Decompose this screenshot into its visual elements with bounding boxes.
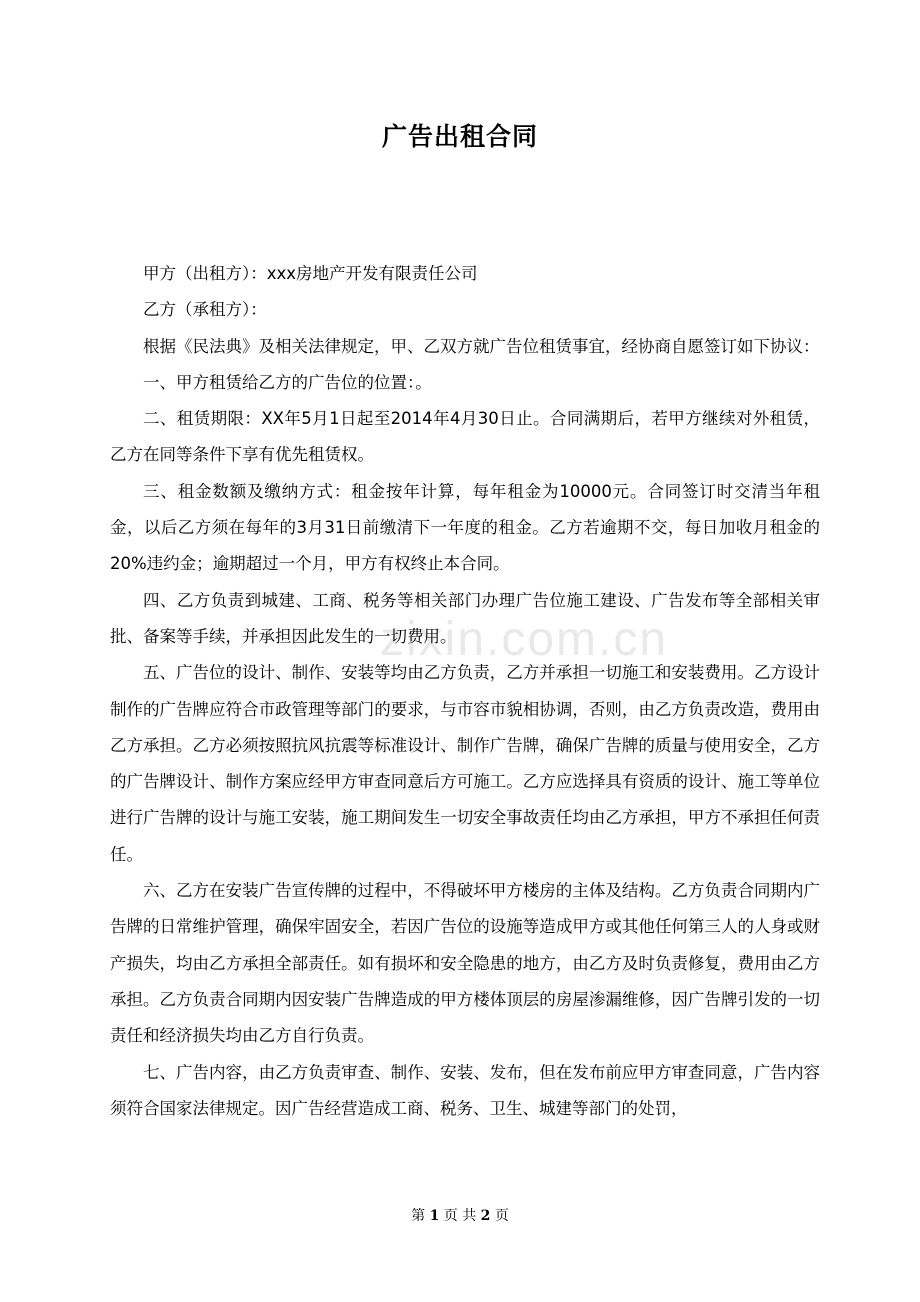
footer-total-pages: 2 — [480, 1208, 491, 1224]
clause-2: 二、租赁期限：XX年5月1日起至2014年4月30日止。合同满期后，若甲方继续对外租赁，乙方在同等条件下享有优先租赁权。 — [110, 409, 820, 465]
clause-1: 一、甲方租赁给乙方的广告位的位置：。 — [143, 372, 432, 392]
footer-page-number: 1 — [429, 1208, 440, 1224]
watermark: zixin.com.cn — [380, 613, 669, 666]
footer-suffix: 页 — [494, 1208, 509, 1224]
footer-prefix: 第 — [411, 1208, 426, 1224]
preamble: 根据《民法典》及相关法律规定，甲、乙双方就广告位租赁事宜，经协商自愿签订如下协议： — [143, 336, 820, 356]
page-footer — [0, 1205, 920, 1225]
footer-middle: 页 共 — [443, 1208, 477, 1224]
document-title: 广告出租合同 — [381, 122, 538, 151]
clause-7: 七、广告内容，由乙方负责审查、制作、安装、发布，但在发布前应甲方审查同意，广告内容须符合国家法律规定。因广告经营造成工商、税务、卫生、城建等部门的处罚， — [110, 1062, 820, 1118]
clause-3: 三、租金数额及缴纳方式：租金按年计算，每年租金为10000元。合同签订时交清当年租金，以后乙方须在每年的3月31日前缴清下一年度的租金。乙方若逾期不交，每日加收月租金的20%违约金；逾期超过一个月，甲方有权终止本合同。 — [110, 481, 820, 574]
party-b: 乙方（承租方）： — [143, 300, 267, 320]
document-body — [110, 256, 820, 1127]
clause-5: 五、广告位的设计、制作、安装等均由乙方负责，乙方并承担一切施工和安装费用。乙方设计制作的广告牌应符合市政管理等部门的要求，与市容市貌相协调，否则，由乙方负责改造，费用由乙方承担。乙方必须按照抗风抗震等标准设计、制作广告牌，确保广告牌的质量与使用安全，乙方的广告牌设计、制作方案应经甲方审查同意后方可施工。乙方应选择具有资质的设计、施工等单位进行广告牌的设计与施工安装，施工期间发生一切安全事故责任均由乙方承担，甲方不承担任何责任。 — [110, 663, 820, 864]
party-a: 甲方（出租方）：xxx房地产开发有限责任公司 — [143, 264, 478, 283]
clause-4: 四、乙方负责到城建、工商、税务等相关部门办理广告位施工建设、广告发布等全部相关审批、备案等手续，并承担因此发生的一切费用。 — [110, 590, 820, 646]
clause-6: 六、乙方在安装广告宣传牌的过程中，不得破坏甲方楼房的主体及结构。乙方负责合同期内广告牌的日常维护管理，确保牢固安全，若因广告位的设施等造成甲方或其他任何第三人的人身或财产损失，均由乙方承担全部责任。如有损坏和安全隐患的地方，由乙方及时负责修复，费用由乙方承担。乙方负责合同期内因安装广告牌造成的甲方楼体顶层的房屋渗漏维修，因广告牌引发的一切责任和经济损失均由乙方自行负责。 — [110, 881, 820, 1046]
